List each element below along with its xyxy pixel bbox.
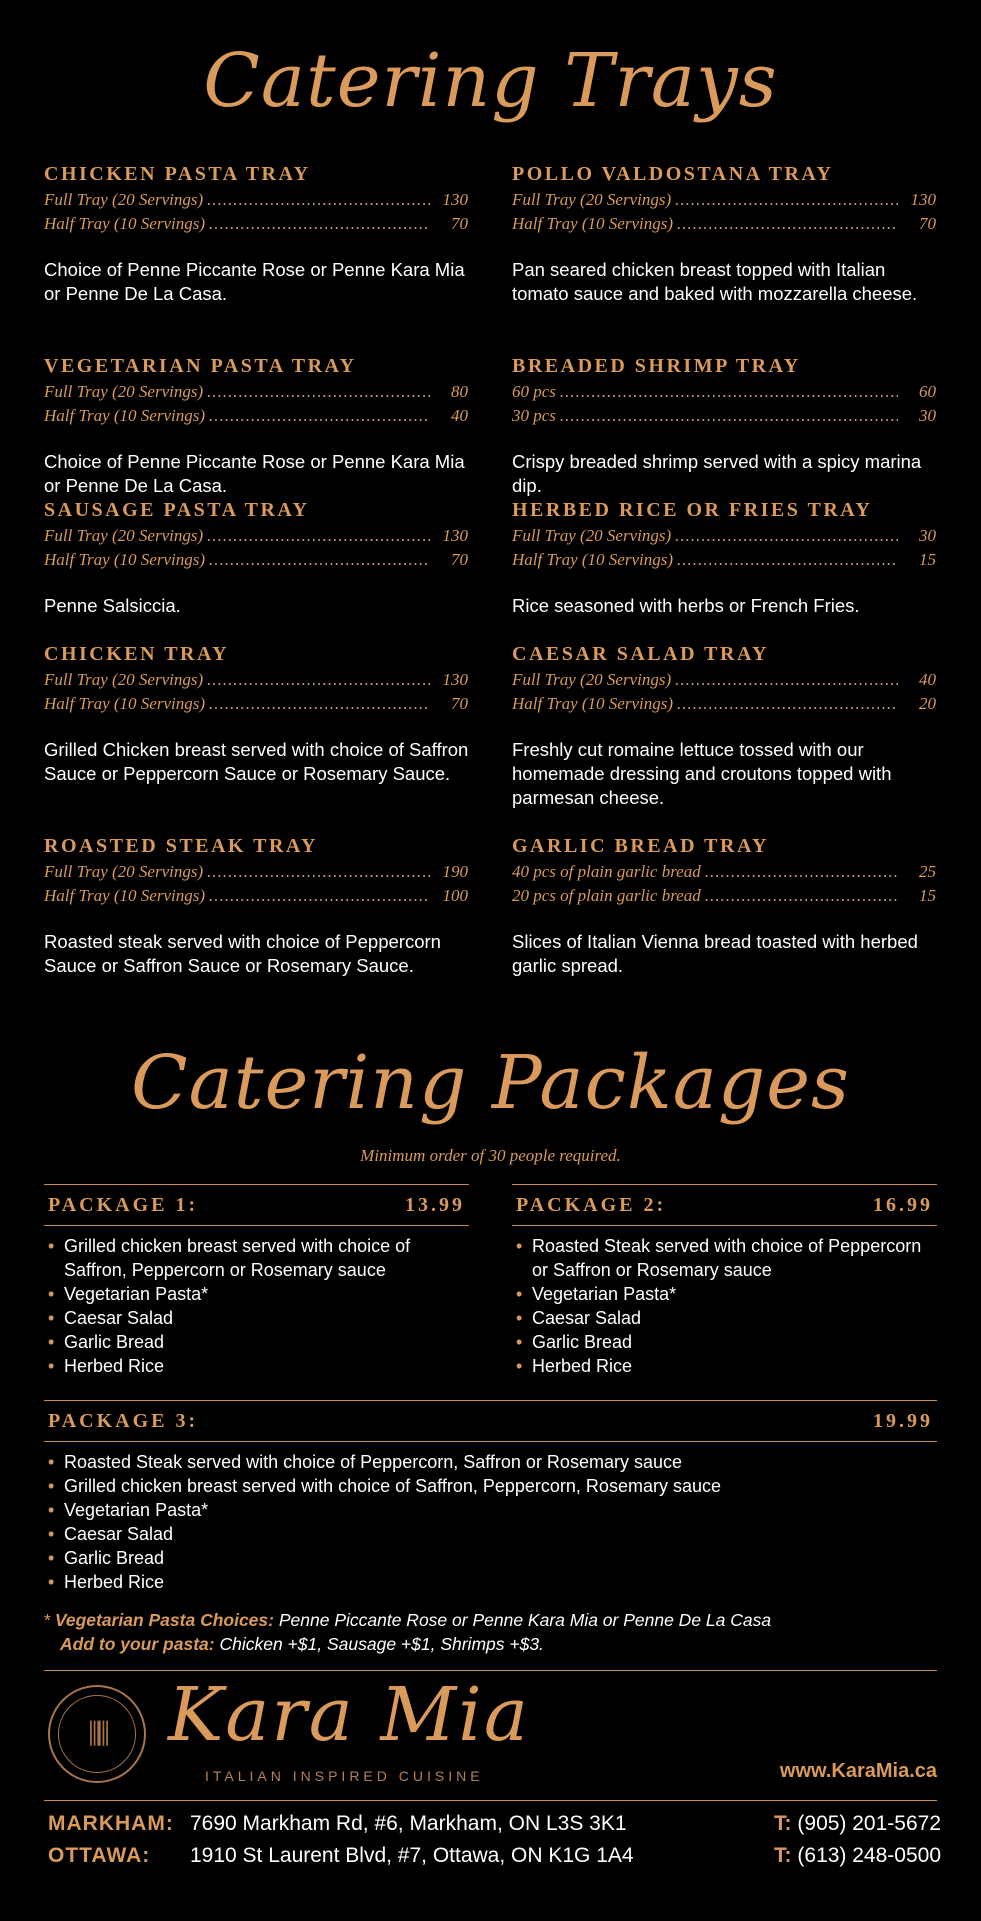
tray-price-line [512, 524, 936, 548]
package-items [44, 1450, 937, 1594]
location-address: 1910 St Laurent Blvd, #7, Ottawa, ON K1G 1A4 [190, 1844, 634, 1867]
tray-title: CHICKEN TRAY [44, 643, 230, 665]
package-item: • Grilled chicken breast served with choice of Saffron, Peppercorn, Rosemary sauce [44, 1474, 937, 1498]
package-item: • Herbed Rice [512, 1354, 937, 1378]
phone-number[interactable]: (905) 201-5672 [797, 1812, 941, 1835]
tray-price-line [44, 692, 468, 716]
tray-price-line [44, 548, 468, 572]
tray-price-line [512, 380, 936, 404]
tray-title: ROASTED STEAK TRAY [44, 835, 318, 857]
tray-size-label: Half Tray (10 Servings) [44, 694, 206, 713]
package-item: • Garlic Bread [512, 1330, 937, 1354]
pasta-note [44, 1608, 937, 1656]
tray-size-label: Half Tray (10 Servings) [512, 550, 674, 569]
veg-choices-label: Vegetarian Pasta Choices: [54, 1610, 274, 1630]
tray-price: 70 [919, 214, 936, 233]
website-link[interactable]: www.KaraMia.ca [779, 1760, 937, 1782]
location-city: MARKHAM: [48, 1812, 174, 1835]
add-to-pasta-text: Chicken +$1, Sausage +$1, Shrimps +$3. [219, 1634, 544, 1654]
tray-size-label: 60 pcs [512, 382, 556, 401]
package-card [44, 1184, 469, 1378]
package-header [512, 1184, 937, 1226]
package-card [512, 1184, 937, 1378]
tray-size-label: Half Tray (10 Servings) [512, 214, 674, 233]
tray-price: 130 [442, 670, 468, 689]
tray-item [44, 498, 474, 642]
package-name: PACKAGE 3: [48, 1409, 199, 1432]
tray-price: 80 [451, 382, 468, 401]
tray-price: 130 [910, 190, 936, 209]
tray-size-label: Half Tray (10 Servings) [44, 550, 206, 569]
tray-price: 60 [919, 382, 936, 401]
tray-description: Choice of Penne Piccante Rose or Penne Kara Mia or Penne De La Casa. [44, 259, 465, 304]
footer-divider [44, 1670, 937, 1671]
tray-size-label: Half Tray (10 Servings) [44, 214, 206, 233]
tray-price-line [512, 188, 936, 212]
tray-size-label: Full Tray (20 Servings) [44, 526, 204, 545]
tray-title: HERBED RICE OR FRIES TRAY [512, 499, 873, 521]
tray-size-label: Full Tray (20 Servings) [44, 862, 204, 881]
brand-tagline: ITALIAN INSPIRED CUISINE [205, 1768, 484, 1784]
location-city: OTTAWA: [48, 1844, 151, 1867]
package-item: • Herbed Rice [44, 1354, 469, 1378]
location-phone[interactable] [774, 1844, 941, 1868]
tray-title: CAESAR SALAD TRAY [512, 643, 770, 665]
tray-size-label: Half Tray (10 Servings) [44, 886, 206, 905]
tray-size-label: Full Tray (20 Servings) [44, 670, 204, 689]
tray-price: 130 [442, 526, 468, 545]
package-item: • Caesar Salad [44, 1306, 469, 1330]
package-item: • Vegetarian Pasta* [44, 1498, 937, 1522]
phone-label: T: [774, 1844, 792, 1867]
tray-description: Crispy breaded shrimp served with a spicy marina dip. [512, 451, 922, 496]
package-header [44, 1400, 937, 1442]
package-name: PACKAGE 2: [516, 1193, 667, 1216]
tray-item [44, 642, 474, 834]
catering-packages-title: Catering Packages [131, 1040, 850, 1126]
tray-item [512, 642, 942, 834]
tray-price-line [44, 188, 468, 212]
asterisk: * [44, 1610, 51, 1630]
tray-price-line [44, 212, 468, 236]
phone-number[interactable]: (613) 248-0500 [797, 1844, 941, 1867]
tray-description: Penne Salsiccia. [44, 595, 181, 616]
location-phone[interactable] [774, 1812, 941, 1836]
package-item: • Caesar Salad [44, 1522, 937, 1546]
tray-price-line [512, 884, 936, 908]
tray-price-line [512, 548, 936, 572]
tray-price-line [512, 668, 936, 692]
location-row [48, 1844, 941, 1868]
tray-item [44, 162, 474, 354]
kara-mia-monogram-icon: ⫼⫼ [48, 1685, 146, 1783]
trays-right-column [512, 162, 942, 1026]
tray-price-line [512, 212, 936, 236]
tray-description: Roasted steak served with choice of Peppercorn Sauce or Saffron Sauce or Rosemary Sauce. [44, 931, 441, 976]
tray-description: Grilled Chicken breast served with choice of Saffron Sauce or Peppercorn Sauce or Rosemary Sauce. [44, 739, 469, 784]
tray-item [44, 354, 474, 498]
tray-size-label: Full Tray (20 Servings) [44, 190, 204, 209]
tray-price: 190 [442, 862, 468, 881]
tray-description: Choice of Penne Piccante Rose or Penne Kara Mia or Penne De La Casa. [44, 451, 465, 496]
package-item: • Roasted Steak served with choice of Peppercorn or Saffron or Rosemary sauce [512, 1234, 937, 1282]
veg-choices-text: Penne Piccante Rose or Penne Kara Mia or Penne De La Casa [278, 1610, 772, 1630]
tray-description: Freshly cut romaine lettuce tossed with our homemade dressing and croutons topped with parmesan cheese. [512, 739, 892, 808]
package-item: • Garlic Bread [44, 1546, 937, 1570]
tray-size-label: Full Tray (20 Servings) [512, 190, 672, 209]
tray-price: 70 [451, 694, 468, 713]
package-item: • Vegetarian Pasta* [512, 1282, 937, 1306]
tray-item [44, 834, 474, 1026]
add-to-pasta-label: Add to your pasta: [60, 1634, 215, 1654]
package-card [44, 1400, 937, 1594]
package-header [44, 1184, 469, 1226]
tray-size-label: Full Tray (20 Servings) [512, 526, 672, 545]
package-items [512, 1234, 937, 1378]
tray-item [512, 354, 942, 498]
tray-price-line [44, 860, 468, 884]
package-price: 19.99 [873, 1409, 933, 1432]
package-item: • Roasted Steak served with choice of Peppercorn, Saffron or Rosemary sauce [44, 1450, 937, 1474]
tray-price: 100 [442, 886, 468, 905]
tray-price-line [44, 380, 468, 404]
tray-price: 40 [919, 670, 936, 689]
tray-size-label: Full Tray (20 Servings) [44, 382, 204, 401]
phone-label: T: [774, 1812, 792, 1835]
tray-price: 70 [451, 550, 468, 569]
tray-price-line [44, 668, 468, 692]
tray-size-label: 40 pcs of plain garlic bread [512, 862, 701, 881]
tray-price-line [512, 860, 936, 884]
package-price: 16.99 [873, 1193, 933, 1216]
tray-description: Rice seasoned with herbs or French Fries. [512, 595, 860, 616]
package-item: • Caesar Salad [512, 1306, 937, 1330]
tray-price: 30 [919, 406, 936, 425]
tray-size-label: Full Tray (20 Servings) [512, 670, 672, 689]
minimum-order-note: Minimum order of 30 people required. [360, 1146, 621, 1165]
package-items [44, 1234, 469, 1378]
tray-item [512, 498, 942, 642]
tray-price: 30 [919, 526, 936, 545]
tray-price: 15 [919, 550, 936, 569]
tray-description: Slices of Italian Vienna bread toasted with herbed garlic spread. [512, 931, 918, 976]
package-name: PACKAGE 1: [48, 1193, 199, 1216]
package-item: • Garlic Bread [44, 1330, 469, 1354]
brand-logo-text: Kara Mia [168, 1672, 530, 1758]
tray-title: VEGETARIAN PASTA TRAY [44, 355, 357, 377]
location-row [48, 1812, 941, 1836]
catering-trays-title: Catering Trays [203, 38, 778, 124]
tray-price-line [44, 884, 468, 908]
tray-price: 40 [451, 406, 468, 425]
footer-divider [44, 1800, 937, 1801]
tray-size-label: Half Tray (10 Servings) [44, 406, 206, 425]
package-item: • Grilled chicken breast served with choice of Saffron, Peppercorn or Rosemary sauce [44, 1234, 469, 1282]
tray-item [512, 162, 942, 354]
tray-size-label: 30 pcs [512, 406, 556, 425]
location-address: 7690 Markham Rd, #6, Markham, ON L3S 3K1 [190, 1812, 627, 1835]
tray-title: POLLO VALDOSTANA TRAY [512, 163, 834, 185]
tray-price: 130 [442, 190, 468, 209]
tray-title: BREADED SHRIMP TRAY [512, 355, 801, 377]
tray-price: 70 [451, 214, 468, 233]
tray-price-line [512, 404, 936, 428]
tray-price-line [512, 692, 936, 716]
tray-price: 25 [919, 862, 936, 881]
package-item: • Vegetarian Pasta* [44, 1282, 469, 1306]
tray-title: SAUSAGE PASTA TRAY [44, 499, 310, 521]
tray-description: Pan seared chicken breast topped with Italian tomato sauce and baked with mozzarella cheese. [512, 259, 918, 304]
tray-size-label: 20 pcs of plain garlic bread [512, 886, 701, 905]
tray-size-label: Half Tray (10 Servings) [512, 694, 674, 713]
tray-title: GARLIC BREAD TRAY [512, 835, 769, 857]
tray-price: 20 [919, 694, 936, 713]
package-item: • Herbed Rice [44, 1570, 937, 1594]
tray-title: CHICKEN PASTA TRAY [44, 163, 311, 185]
tray-item [512, 834, 942, 1026]
tray-price-line [44, 524, 468, 548]
tray-price-line [44, 404, 468, 428]
package-price: 13.99 [405, 1193, 465, 1216]
trays-left-column [44, 162, 474, 1026]
tray-price: 15 [919, 886, 936, 905]
